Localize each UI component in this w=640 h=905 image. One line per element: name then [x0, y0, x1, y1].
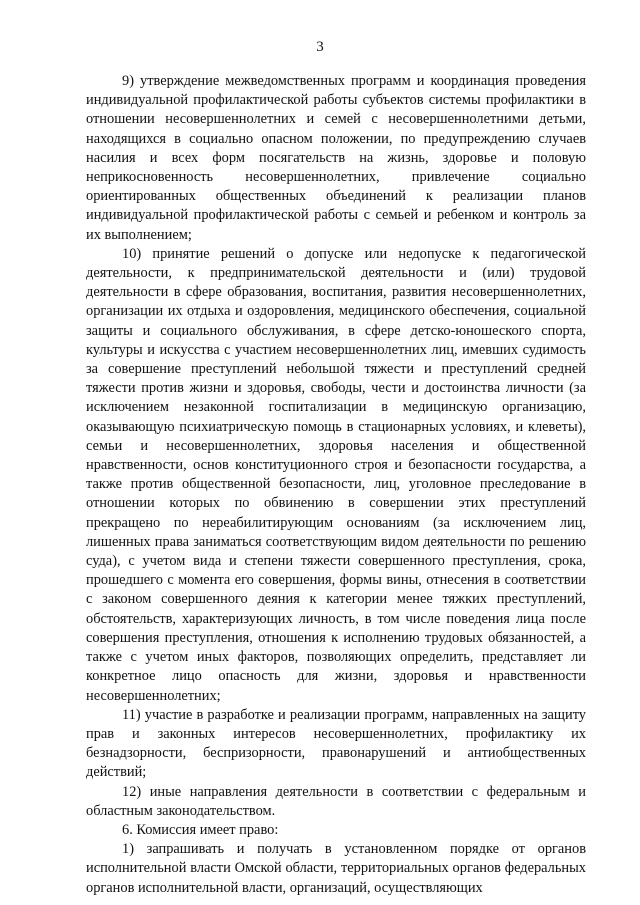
document-body	[86, 72, 586, 898]
paragraph-item-10: 10) принятие решений о допуске или недопуске к педагогической деятельности, к предпринимательской деятельности и (или) трудовой деятельности в сфере образования, воспитания, развития несовершеннолетних, организации их отдыха и оздоровления, медицинского обеспечения, социальной защиты и социального обслуживания, в сфере детско-юношеского спорта, культуры и искусства с участием несовершеннолетних лиц, имевших судимость за совершение преступлений небольшой тяжести и преступлений средней тяжести против жизни и здоровья, свободы, чести и достоинства личности (за исключением незаконной госпитализации в медицинскую организацию, оказывающую психиатрическую помощь в стационарных условиях, и клеветы), семьи и несовершеннолетних, здоровья населения и общественной нравственности, основ конституционного строя и безопасности государства, а также против общественной безопасности, лиц, уголовное преследование в отношении которых по обвинению в совершении этих преступлений прекращено по нереабилитирующим основаниям (за исключением лиц, лишенных права заниматься соответствующим видом деятельности по решению суда), с учетом вида и степени тяжести совершенного преступления, срока, прошедшего с момента его совершения, формы вины, отнесения в соответствии с законом совершенного деяния к категории менее тяжких преступлений, обстоятельств, характеризующих личность, в том числе поведения лица после совершения преступления, отношения к исполнению трудовых обязанностей, а также с учетом иных факторов, позволяющих определить, представляет ли конкретное лицо опасность для жизни, здоровья и нравственности несовершеннолетних;	[86, 245, 586, 704]
paragraph-item-9: 9) утверждение межведомственных программ и координация проведения индивидуальной профилактической работы субъектов системы профилактики в отношении несовершеннолетних и семей с несовершеннолетними детьми, находящихся в социально опасном положении, по предупреждению случаев насилия и всех форм посягательств на жизнь, здоровье и половую неприкосновенность несовершеннолетних, привлечение социально ориентированных общественных объединений к реализации планов индивидуальной профилактической работы с семьей и ребенком и контроль за их выполнением;	[86, 73, 586, 243]
page-number: 3	[316, 39, 324, 55]
paragraph-item-11: 11) участие в разработке и реализации программ, направленных на защиту прав и законных интересов несовершеннолетних, профилактику их безнадзорности, беспризорности, правонарушений и антиобщественных действий;	[86, 706, 586, 781]
paragraph-right-1: 1) запрашивать и получать в установленном порядке от органов исполнительной власти Омской области, территориальных органов федеральных органов исполнительной власти, организаций, осуществляющих	[86, 841, 586, 896]
paragraph-item-12: 12) иные направления деятельности в соответствии с федеральным и областным законодательством.	[86, 783, 586, 819]
section-heading-rights: 6. Комиссия имеет право:	[122, 821, 279, 838]
